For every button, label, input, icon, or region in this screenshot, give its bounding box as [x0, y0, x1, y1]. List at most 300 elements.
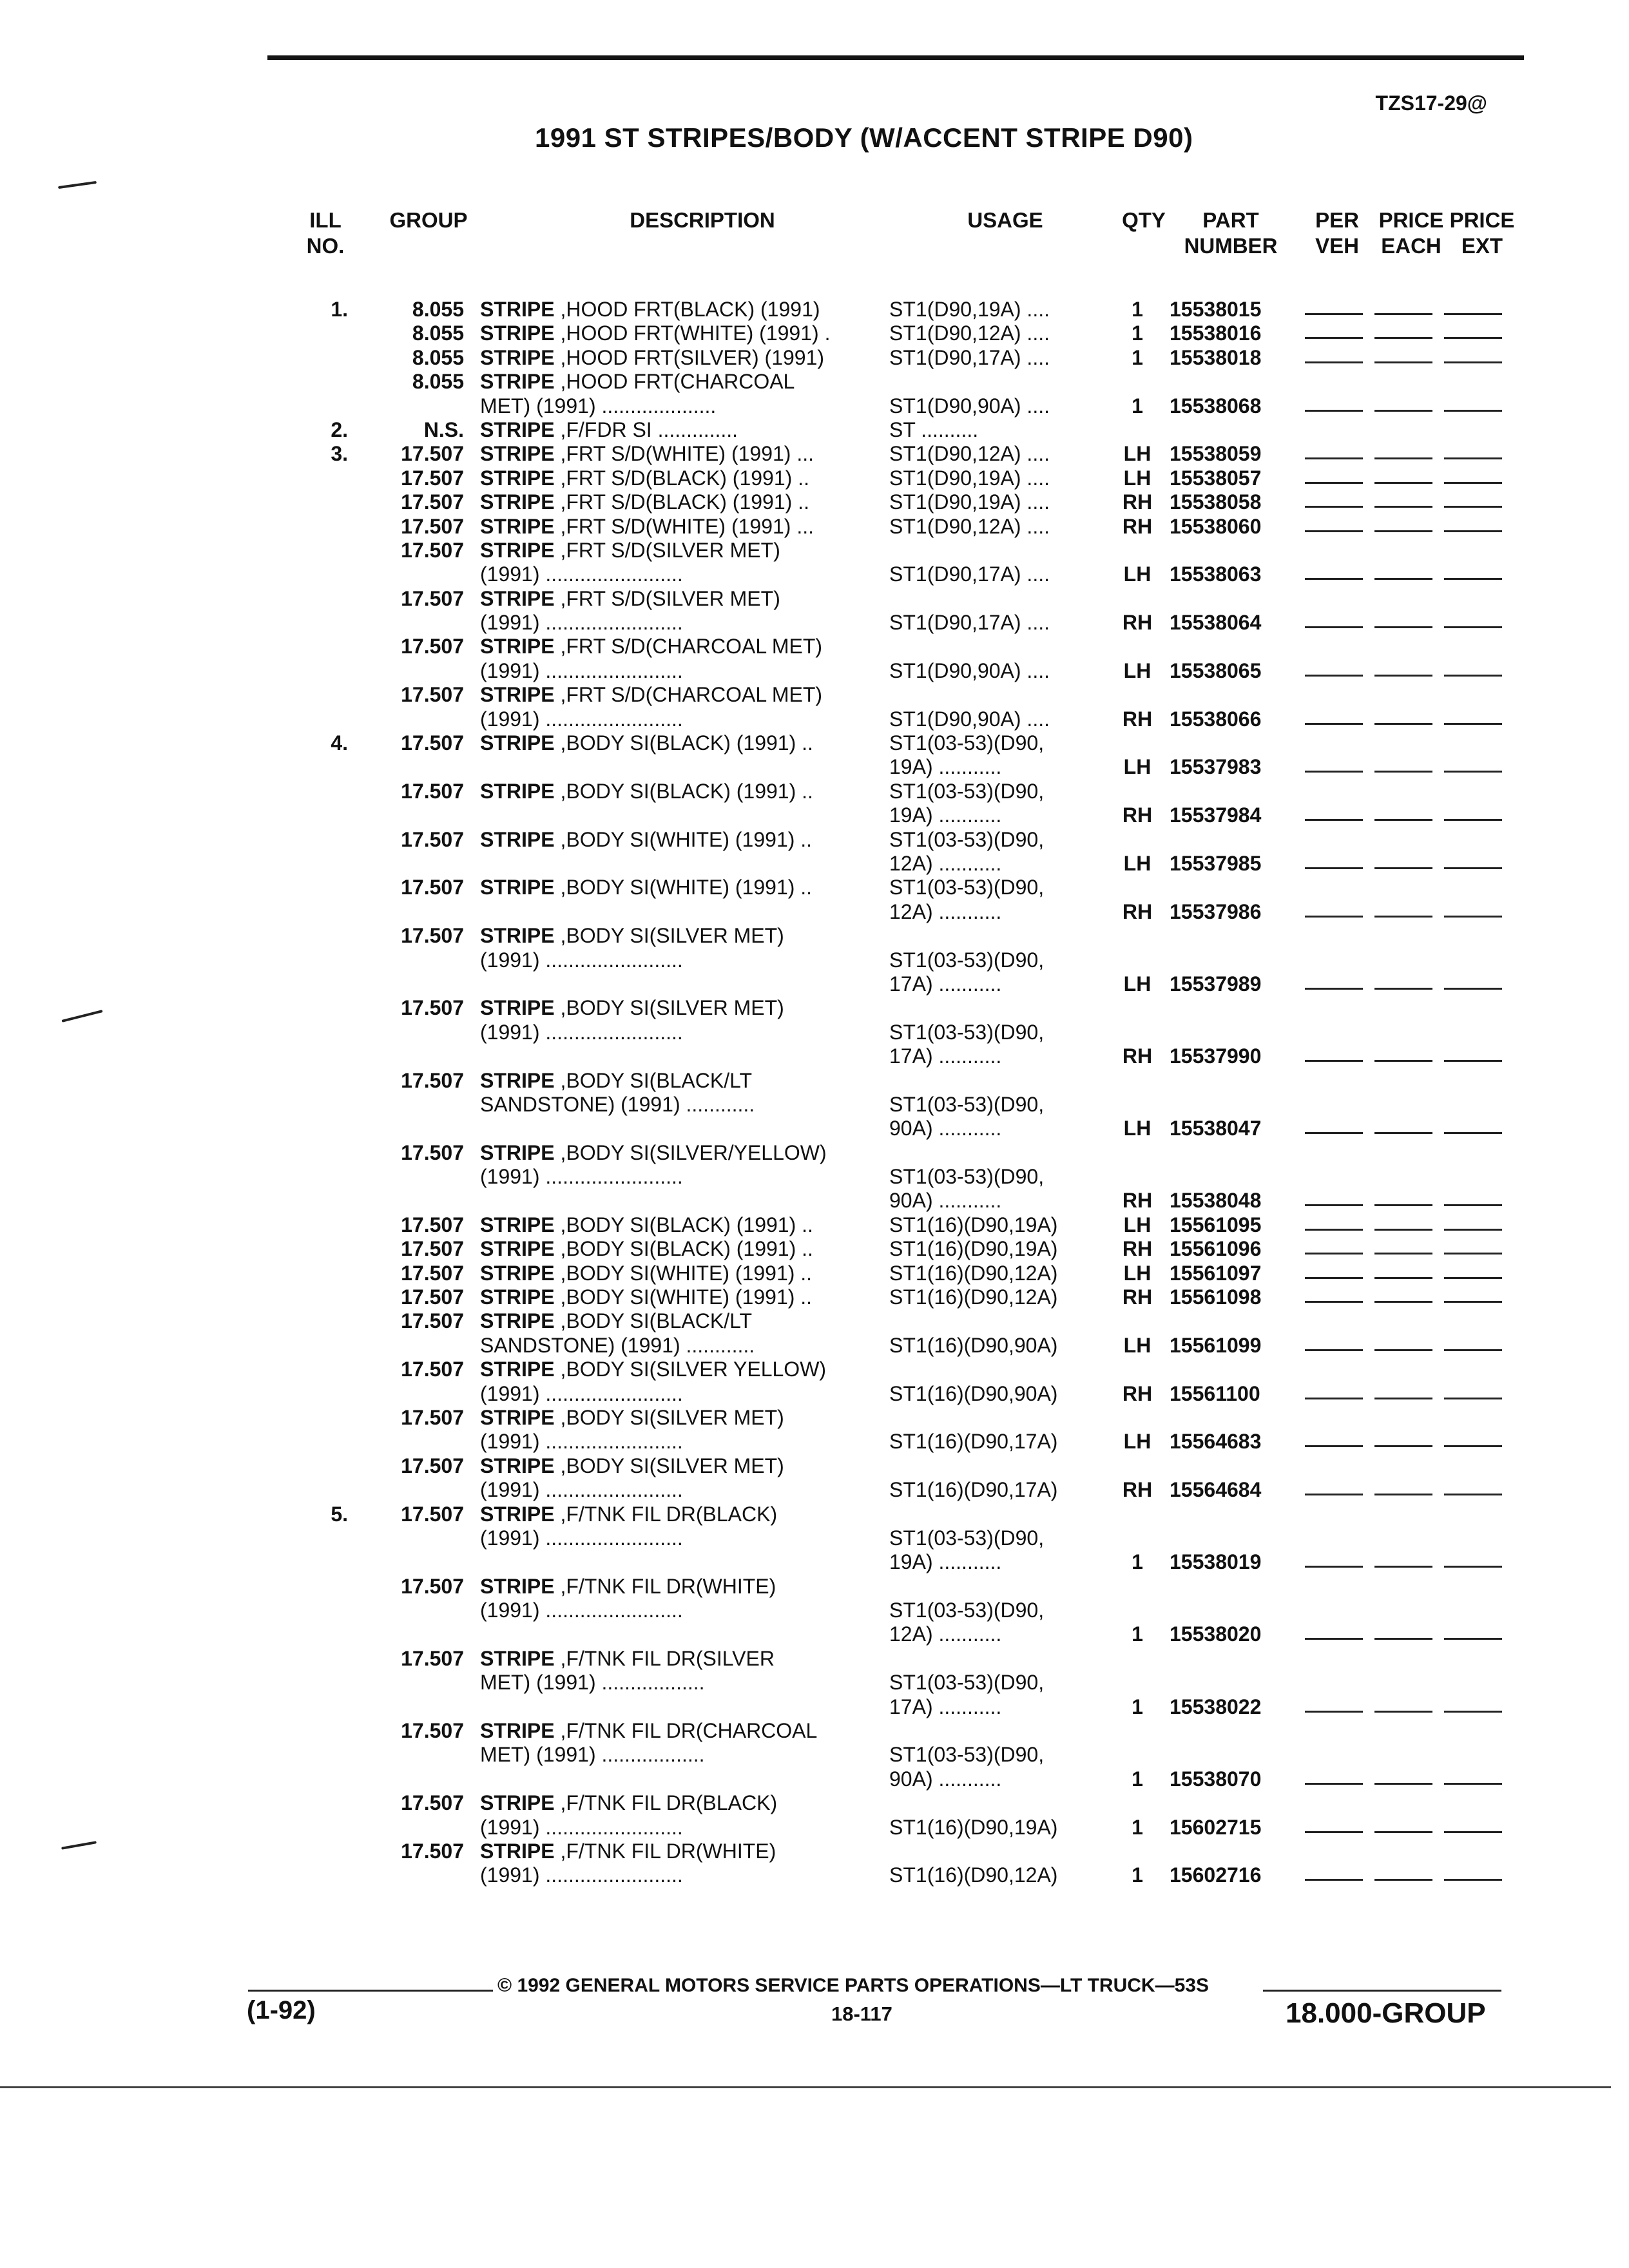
- table-row: [0, 1044, 1629, 1068]
- description: STRIPE ,BODY SI(BLACK) (1991) ..: [480, 1237, 813, 1261]
- part-number: 15538020: [1170, 1622, 1262, 1646]
- usage: ST1(16)(D90,12A): [889, 1261, 1058, 1285]
- table-row: [0, 394, 1629, 418]
- description: MET) (1991) ..................: [480, 1671, 705, 1695]
- qty: 1: [1132, 298, 1143, 321]
- group-code: 17.507: [401, 1309, 464, 1333]
- blank-line: [1305, 298, 1363, 315]
- blank-line: [1305, 442, 1363, 459]
- blank-line: [1444, 1550, 1502, 1568]
- blank-line: [1444, 659, 1502, 677]
- description: MET) (1991) ..................: [480, 1743, 705, 1767]
- table-row: [0, 1622, 1629, 1646]
- part-number: 15538068: [1170, 394, 1262, 418]
- blank-line: [1444, 298, 1502, 315]
- blank-line: [1444, 346, 1502, 363]
- table-row: [0, 1454, 1629, 1478]
- group-code: 17.507: [401, 683, 464, 707]
- group-code: 17.507: [401, 1840, 464, 1863]
- group-code: 8.055: [412, 345, 464, 369]
- description: STRIPE ,FRT S/D(SILVER MET): [480, 538, 780, 562]
- description: (1991) ........................: [480, 1815, 683, 1839]
- part-number: 15538064: [1170, 611, 1262, 635]
- group-code: 17.507: [401, 827, 464, 851]
- price-blanks: [1305, 1622, 1518, 1646]
- table-row: [0, 539, 1629, 562]
- description: STRIPE ,BODY SI(BLACK) (1991) ..: [480, 1213, 813, 1236]
- qty: LH: [1123, 562, 1152, 586]
- usage: ST1(03-53)(D90,: [889, 731, 1045, 755]
- table-row: [0, 1840, 1629, 1863]
- usage: 12A) ...........: [889, 851, 1002, 875]
- page-title: 1991 ST STRIPES/BODY (W/ACCENT STRIPE D90): [535, 122, 1193, 153]
- description: (1991) ........................: [480, 1863, 683, 1887]
- table-row: [0, 1093, 1629, 1117]
- price-blanks: [1305, 1863, 1518, 1887]
- description: STRIPE ,FRT S/D(BLACK) (1991) ..: [480, 490, 809, 514]
- usage: ST1(03-53)(D90,: [889, 827, 1045, 851]
- blank-line: [1305, 1285, 1363, 1303]
- blank-line: [1305, 1334, 1363, 1351]
- blank-line: [1305, 707, 1363, 725]
- usage: ST1(16)(D90,19A): [889, 1815, 1058, 1839]
- qty: RH: [1122, 1044, 1153, 1068]
- description: STRIPE ,BODY SI(BLACK/LT: [480, 1309, 753, 1333]
- col-header-part-line2: NUMBER: [1184, 234, 1278, 258]
- qty: RH: [1122, 514, 1153, 538]
- table-row: [0, 1069, 1629, 1093]
- description: (1991) ........................: [480, 1381, 683, 1405]
- blank-line: [1444, 900, 1502, 918]
- blank-line: [1374, 394, 1432, 412]
- description: (1991) ........................: [480, 1020, 683, 1044]
- group-code: 17.507: [401, 1213, 464, 1236]
- ill-no: 4.: [331, 731, 348, 755]
- usage: ST1(03-53)(D90,: [889, 779, 1045, 803]
- usage: ST1(D90,19A) ....: [889, 298, 1050, 321]
- part-number: 15538048: [1170, 1189, 1262, 1213]
- description: (1991) ........................: [480, 611, 683, 635]
- blank-line: [1305, 1816, 1363, 1833]
- blank-line: [1305, 900, 1363, 918]
- group-code: 17.507: [401, 1068, 464, 1092]
- description: (1991) ........................: [480, 1526, 683, 1550]
- table-row: [0, 418, 1629, 442]
- table-row: [0, 1791, 1629, 1815]
- blank-line: [1444, 1622, 1502, 1640]
- description: STRIPE ,F/TNK FIL DR(WHITE): [480, 1574, 776, 1598]
- table-row: [0, 1117, 1629, 1140]
- part-number: 15538065: [1170, 658, 1262, 682]
- group-code: 8.055: [412, 298, 464, 321]
- usage: ST1(03-53)(D90,: [889, 876, 1045, 899]
- table-row: [0, 298, 1629, 322]
- price-blanks: [1305, 1334, 1518, 1358]
- blank-line: [1305, 1863, 1363, 1881]
- price-blanks: [1305, 298, 1518, 322]
- col-header-price-ext-line2: EXT: [1461, 234, 1503, 258]
- description: STRIPE ,BODY SI(WHITE) (1991) ..: [480, 1261, 813, 1285]
- table-row: [0, 1213, 1629, 1237]
- qty: LH: [1123, 1430, 1152, 1454]
- usage: 90A) ...........: [889, 1189, 1002, 1213]
- usage: 90A) ...........: [889, 1767, 1002, 1791]
- usage: ST1(16)(D90,17A): [889, 1478, 1058, 1502]
- description: STRIPE ,BODY SI(SILVER MET): [480, 924, 784, 948]
- price-blanks: [1305, 972, 1518, 996]
- price-blanks: [1305, 322, 1518, 345]
- blank-line: [1374, 1262, 1432, 1279]
- group-code: N.S.: [423, 418, 464, 441]
- col-header-per-line2: VEH: [1315, 234, 1359, 258]
- blank-line: [1444, 755, 1502, 773]
- blank-line: [1444, 1863, 1502, 1881]
- price-blanks: [1305, 562, 1518, 586]
- price-blanks: [1305, 1550, 1518, 1574]
- table-row: [0, 1575, 1629, 1599]
- blank-line: [1444, 852, 1502, 869]
- footer-rule-right: [1263, 1990, 1501, 1992]
- footer-rule-left: [248, 1990, 493, 1992]
- group-code: 17.507: [401, 1285, 464, 1309]
- part-number: 15537983: [1170, 755, 1262, 779]
- blank-line: [1305, 1189, 1363, 1206]
- part-number: 15602715: [1170, 1815, 1262, 1839]
- qty: RH: [1122, 707, 1153, 731]
- blank-line: [1444, 490, 1502, 508]
- table-row: [0, 1767, 1629, 1791]
- group-code: 17.507: [401, 514, 464, 538]
- description: STRIPE ,BODY SI(SILVER MET): [480, 1454, 784, 1477]
- part-number: 15561100: [1170, 1381, 1260, 1405]
- blank-line: [1444, 1334, 1502, 1351]
- usage: ST1(D90,12A) ....: [889, 442, 1050, 466]
- blank-line: [1444, 442, 1502, 459]
- table-row: [0, 1237, 1629, 1261]
- blank-line: [1374, 659, 1432, 677]
- table-row: [0, 1285, 1629, 1309]
- description: STRIPE ,HOOD FRT(CHARCOAL: [480, 370, 795, 394]
- col-header-usage: USAGE: [967, 208, 1043, 232]
- description: STRIPE ,F/TNK FIL DR(BLACK): [480, 1502, 778, 1526]
- table-row: [0, 731, 1629, 755]
- qty: 1: [1132, 1550, 1143, 1574]
- table-row: [0, 707, 1629, 731]
- qty: 1: [1132, 1767, 1143, 1791]
- usage: ST1(16)(D90,12A): [889, 1285, 1058, 1309]
- description: STRIPE ,BODY SI(SILVER YELLOW): [480, 1358, 827, 1381]
- part-number: 15564684: [1170, 1478, 1262, 1502]
- group-code: 17.507: [401, 1502, 464, 1526]
- table-row: [0, 587, 1629, 611]
- price-blanks: [1305, 515, 1518, 539]
- blank-line: [1444, 1767, 1502, 1785]
- col-header-price-each: [1376, 207, 1447, 259]
- qty: 1: [1132, 345, 1143, 369]
- usage: ST1(D90,90A) ....: [889, 658, 1050, 682]
- col-header-ill: [293, 207, 358, 259]
- blank-line: [1374, 707, 1432, 725]
- col-header-part: [1173, 207, 1289, 259]
- price-blanks: [1305, 755, 1518, 779]
- description: STRIPE ,BODY SI(BLACK) (1991) ..: [480, 779, 813, 803]
- blank-line: [1374, 346, 1432, 363]
- part-number: 15538018: [1170, 345, 1262, 369]
- table-row: [0, 1550, 1629, 1574]
- blank-line: [1305, 852, 1363, 869]
- blank-line: [1374, 1863, 1432, 1881]
- blank-line: [1374, 515, 1432, 532]
- part-number: 15564683: [1170, 1430, 1262, 1454]
- qty: RH: [1122, 1381, 1153, 1405]
- description: STRIPE ,F/TNK FIL DR(BLACK): [480, 1791, 778, 1815]
- blank-line: [1374, 803, 1432, 821]
- usage: 12A) ...........: [889, 899, 1002, 923]
- part-number: 15537985: [1170, 851, 1262, 875]
- qty: LH: [1123, 1333, 1152, 1357]
- blank-line: [1374, 1430, 1432, 1447]
- part-number: 15538066: [1170, 707, 1262, 731]
- description: STRIPE ,FRT S/D(CHARCOAL MET): [480, 635, 823, 658]
- description: STRIPE ,BODY SI(WHITE) (1991) ..: [480, 1285, 813, 1309]
- parts-table: [0, 298, 1629, 1888]
- group-code: 17.507: [401, 1261, 464, 1285]
- table-row: [0, 900, 1629, 924]
- blank-line: [1305, 1213, 1363, 1231]
- part-number: 15537989: [1170, 972, 1262, 995]
- group-code: 17.507: [401, 779, 464, 803]
- price-blanks: [1305, 1213, 1518, 1237]
- blank-line: [1374, 1622, 1432, 1640]
- qty: LH: [1123, 1261, 1152, 1285]
- table-row: [0, 1021, 1629, 1044]
- qty: RH: [1122, 490, 1153, 514]
- usage: ST1(16)(D90,17A): [889, 1430, 1058, 1454]
- col-header-ill-line2: NO.: [306, 234, 345, 258]
- table-row: [0, 996, 1629, 1020]
- description: (1991) ........................: [480, 1165, 683, 1189]
- table-row: [0, 1719, 1629, 1743]
- usage: ST1(03-53)(D90,: [889, 1092, 1045, 1116]
- blank-line: [1444, 1430, 1502, 1447]
- blank-line: [1305, 1237, 1363, 1254]
- table-row: [0, 562, 1629, 586]
- description: (1991) ........................: [480, 707, 683, 731]
- blank-line: [1374, 1237, 1432, 1254]
- group-code: 17.507: [401, 1358, 464, 1381]
- qty: LH: [1123, 1213, 1152, 1236]
- price-blanks: [1305, 1285, 1518, 1309]
- col-header-per-veh: [1308, 207, 1366, 259]
- part-number: 15537984: [1170, 803, 1262, 827]
- part-number: 15537990: [1170, 1044, 1262, 1068]
- blank-line: [1444, 1117, 1502, 1134]
- blank-line: [1374, 972, 1432, 990]
- table-row: [0, 828, 1629, 852]
- table-row: [0, 972, 1629, 996]
- description: (1991) ........................: [480, 1478, 683, 1502]
- description: SANDSTONE) (1991) ............: [480, 1333, 755, 1357]
- blank-line: [1374, 1334, 1432, 1351]
- usage: ST1(D90,19A) ....: [889, 466, 1050, 490]
- description: STRIPE ,F/TNK FIL DR(SILVER: [480, 1646, 775, 1670]
- table-row: [0, 346, 1629, 370]
- blank-line: [1444, 562, 1502, 580]
- table-row: [0, 1262, 1629, 1285]
- usage: ST ..........: [889, 418, 979, 441]
- blank-line: [1305, 611, 1363, 628]
- group-code: 17.507: [401, 490, 464, 514]
- copyright: © 1992 GENERAL MOTORS SERVICE PARTS OPERATIONS—LT TRUCK—53S: [497, 1975, 1209, 1996]
- price-blanks: [1305, 442, 1518, 466]
- group-code: 17.507: [401, 924, 464, 948]
- usage: 12A) ...........: [889, 1622, 1002, 1646]
- blank-line: [1444, 1262, 1502, 1279]
- blank-line: [1305, 466, 1363, 484]
- part-number: 15561096: [1170, 1237, 1262, 1261]
- qty: 1: [1132, 1622, 1143, 1646]
- table-row: [0, 948, 1629, 972]
- blank-line: [1374, 1816, 1432, 1833]
- usage: ST1(03-53)(D90,: [889, 1165, 1045, 1189]
- blank-line: [1305, 659, 1363, 677]
- col-header-price-each-line2: EACH: [1381, 234, 1441, 258]
- part-number: 15561099: [1170, 1333, 1262, 1357]
- usage: ST1(03-53)(D90,: [889, 948, 1045, 972]
- description: STRIPE ,BODY SI(SILVER MET): [480, 1405, 784, 1429]
- col-header-qty: QTY: [1122, 208, 1166, 232]
- description: STRIPE ,FRT S/D(WHITE) (1991) ...: [480, 514, 814, 538]
- price-blanks: [1305, 1382, 1518, 1406]
- description: STRIPE ,FRT S/D(CHARCOAL MET): [480, 683, 823, 707]
- blank-line: [1444, 1044, 1502, 1062]
- part-number: 15561095: [1170, 1213, 1262, 1236]
- blank-line: [1374, 562, 1432, 580]
- ill-no: 5.: [331, 1502, 348, 1526]
- price-blanks: [1305, 803, 1518, 827]
- blank-line: [1305, 515, 1363, 532]
- blank-line: [1444, 972, 1502, 990]
- blank-line: [1305, 1478, 1363, 1495]
- description: STRIPE ,BODY SI(WHITE) (1991) ..: [480, 827, 813, 851]
- description: MET) (1991) ....................: [480, 394, 717, 418]
- table-row: [0, 515, 1629, 539]
- blank-line: [1374, 852, 1432, 869]
- table-row: [0, 1599, 1629, 1622]
- group-code: 17.507: [401, 996, 464, 1020]
- blank-line: [1374, 1189, 1432, 1206]
- blank-line: [1374, 1382, 1432, 1399]
- blank-line: [1374, 1550, 1432, 1568]
- table-row: [0, 659, 1629, 683]
- usage: ST1(D90,12A) ....: [889, 322, 1050, 345]
- description: STRIPE ,HOOD FRT(WHITE) (1991) .: [480, 322, 831, 345]
- blank-line: [1444, 803, 1502, 821]
- table-row: [0, 1406, 1629, 1430]
- usage: ST1(D90,12A) ....: [889, 514, 1050, 538]
- blank-line: [1305, 322, 1363, 339]
- col-header-price-ext-line1: PRICE: [1449, 208, 1515, 232]
- blank-line: [1444, 1237, 1502, 1254]
- blank-line: [1305, 1767, 1363, 1785]
- table-row: [0, 1189, 1629, 1213]
- blank-line: [1444, 1382, 1502, 1399]
- group-code: 17.507: [401, 1719, 464, 1743]
- description: STRIPE ,FRT S/D(WHITE) (1991) ...: [480, 442, 814, 466]
- qty: 1: [1132, 322, 1143, 345]
- part-number: 15561098: [1170, 1285, 1262, 1309]
- col-header-part-line1: PART: [1202, 208, 1259, 232]
- table-row: [0, 1526, 1629, 1550]
- description: STRIPE ,F/TNK FIL DR(WHITE): [480, 1840, 776, 1863]
- description: (1991) ........................: [480, 562, 683, 586]
- usage: ST1(D90,90A) ....: [889, 394, 1050, 418]
- blank-line: [1374, 1478, 1432, 1495]
- usage: ST1(03-53)(D90,: [889, 1020, 1045, 1044]
- part-number: 15538057: [1170, 466, 1262, 490]
- qty: RH: [1122, 1237, 1153, 1261]
- price-blanks: [1305, 346, 1518, 370]
- usage: ST1(03-53)(D90,: [889, 1526, 1045, 1550]
- table-row: [0, 1816, 1629, 1840]
- col-header-description: DESCRIPTION: [630, 208, 775, 232]
- price-blanks: [1305, 1767, 1518, 1791]
- blank-line: [1374, 1767, 1432, 1785]
- group-code: 17.507: [401, 731, 464, 755]
- qty: RH: [1122, 1189, 1153, 1213]
- qty: RH: [1122, 1478, 1153, 1502]
- description: (1991) ........................: [480, 948, 683, 972]
- part-number: 15602716: [1170, 1863, 1262, 1887]
- col-header-group: GROUP: [389, 208, 468, 232]
- blank-line: [1444, 611, 1502, 628]
- table-row: [0, 1478, 1629, 1502]
- blank-line: [1305, 803, 1363, 821]
- table-row: [0, 635, 1629, 658]
- blank-line: [1374, 611, 1432, 628]
- blank-line: [1374, 1695, 1432, 1713]
- blank-line: [1305, 1117, 1363, 1134]
- description: STRIPE ,HOOD FRT(BLACK) (1991): [480, 298, 820, 321]
- description: STRIPE ,FRT S/D(SILVER MET): [480, 586, 780, 610]
- usage: ST1(03-53)(D90,: [889, 1671, 1045, 1695]
- blank-line: [1305, 1262, 1363, 1279]
- group-code: 17.507: [401, 1237, 464, 1261]
- description: STRIPE ,BODY SI(SILVER MET): [480, 996, 784, 1020]
- ill-no: 1.: [331, 298, 348, 321]
- blank-line: [1374, 1044, 1432, 1062]
- table-row: [0, 466, 1629, 490]
- table-row: [0, 1382, 1629, 1406]
- qty: LH: [1123, 442, 1152, 466]
- usage: ST1(16)(D90,19A): [889, 1213, 1058, 1236]
- table-row: [0, 1695, 1629, 1719]
- group-code: 17.507: [401, 635, 464, 658]
- blank-line: [1374, 1213, 1432, 1231]
- price-blanks: [1305, 466, 1518, 490]
- group-code: 17.507: [401, 466, 464, 490]
- price-blanks: [1305, 659, 1518, 683]
- usage: ST1(D90,19A) ....: [889, 490, 1050, 514]
- usage: ST1(03-53)(D90,: [889, 1743, 1045, 1767]
- part-number: 15538063: [1170, 562, 1262, 586]
- qty: RH: [1122, 803, 1153, 827]
- group-code: 17.507: [401, 586, 464, 610]
- blank-line: [1305, 1550, 1363, 1568]
- part-number: 15538015: [1170, 298, 1262, 321]
- table-row: [0, 1430, 1629, 1454]
- part-number: 15561097: [1170, 1261, 1262, 1285]
